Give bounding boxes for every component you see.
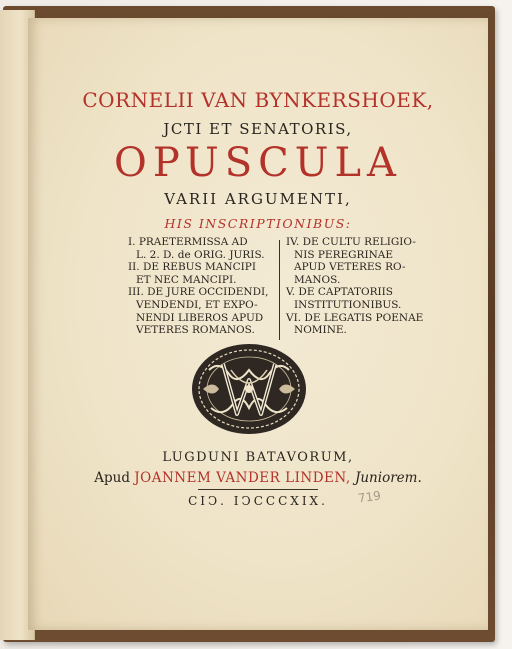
pencil-note: 719 <box>357 488 382 506</box>
contents-line: VI. DE LEGATIS POENAE <box>286 311 424 324</box>
contents-line: APUD VETERES RO- <box>294 261 406 274</box>
varii-argumenti-line: VARII ARGUMENTI, <box>164 190 352 208</box>
contents-line: III. DE JURE OCCIDENDI, <box>128 286 269 299</box>
imprint-printer-name: JOANNEM VANDER LINDEN, <box>134 470 351 486</box>
contents-line: ET NEC MANCIPI. <box>136 273 237 286</box>
contents-line: INSTITUTIONIBUS. <box>294 298 402 311</box>
contents-right-column <box>286 236 431 337</box>
contents-line: VETERES ROMANOS. <box>136 324 255 337</box>
imprint-place: LUGDUNI BATAVORUM, <box>162 450 354 465</box>
column-divider <box>279 240 280 340</box>
inscriptions-heading: HIS INSCRIPTIONIBUS: <box>164 216 352 231</box>
contents-line: VENDENDI, ET EXPO- <box>136 298 258 311</box>
imprint-printer-line <box>28 470 488 486</box>
contents-line: I. PRAETERMISSA AD <box>128 236 248 248</box>
contents-line: NIS PEREGRINAE <box>294 248 394 261</box>
contents-list <box>128 236 428 344</box>
contents-line: II. DE REBUS MANCIPI <box>128 261 256 274</box>
imprint-rule <box>198 489 318 490</box>
imprint-apud: Apud <box>94 470 130 486</box>
contents-line: MANOS. <box>294 273 341 286</box>
contents-line: NENDI LIBEROS APUD <box>136 311 264 324</box>
contents-line: L. 2. D. de ORIG. JURIS. <box>136 248 265 261</box>
printers-monogram-icon <box>189 340 309 438</box>
author-line: CORNELII VAN BYNKERSHOEK, <box>82 88 434 112</box>
title-page <box>28 18 488 630</box>
contents-line: NOMINE. <box>294 324 347 337</box>
contents-left-column <box>128 236 280 337</box>
publication-year: CIↃ. IↃCCCXIX. <box>188 494 328 508</box>
imprint-junior: Juniorem. <box>354 470 422 486</box>
author-title-line: JCTI ET SENATORIS, <box>163 120 353 138</box>
contents-line: IV. DE CULTU RELIGIO- <box>286 236 416 248</box>
book-title: OPUSCULA <box>114 140 402 186</box>
contents-line: V. DE CAPTATORIIS <box>286 286 393 299</box>
